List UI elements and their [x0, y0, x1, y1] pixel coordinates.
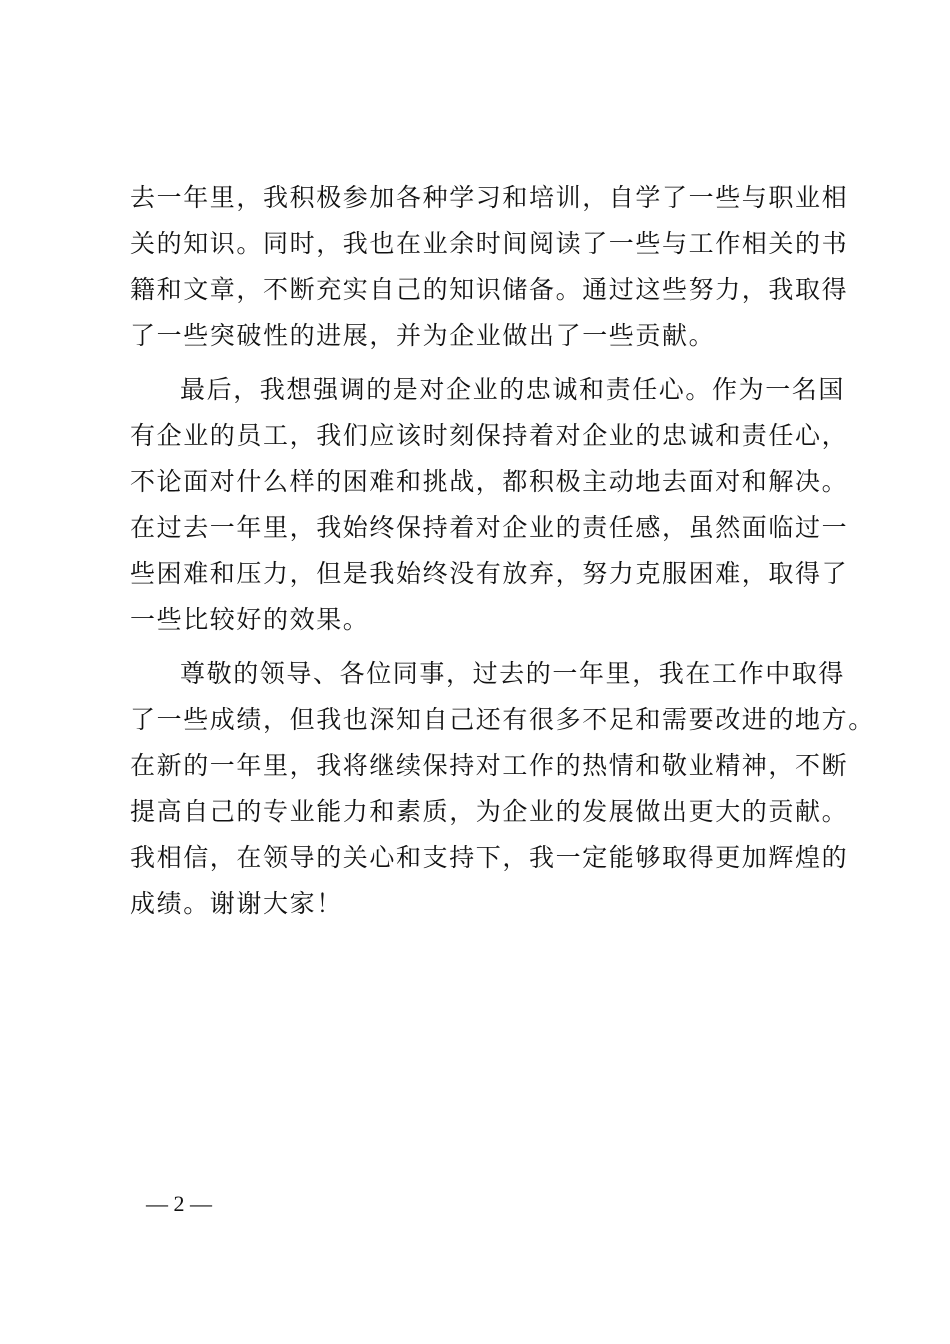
- text-line: 最后，我想强调的是对企业的忠诚和责任心。作为一名国: [180, 375, 846, 404]
- paragraph-3: [130, 651, 875, 927]
- text-line: 了一些突破性的进展，并为企业做出了一些贡献。: [130, 321, 716, 350]
- text-line: 有企业的员工，我们应该时刻保持着对企业的忠诚和责任心，: [130, 421, 849, 450]
- page-number: — 2 —: [146, 1191, 212, 1216]
- paragraph-2: [130, 367, 849, 643]
- text-line: 不论面对什么样的困难和挑战，都积极主动地去面对和解决。: [130, 467, 849, 496]
- body-text: [130, 175, 875, 927]
- text-line: 尊敬的领导、各位同事，过去的一年里，我在工作中取得: [180, 659, 846, 688]
- paragraph-1: [130, 175, 849, 359]
- text-line: 籍和文章，不断充实自己的知识储备。通过这些努力，我取得: [130, 275, 849, 304]
- text-line: 一些比较好的效果。: [130, 605, 370, 634]
- text-line: 成绩。谢谢大家！: [130, 889, 343, 918]
- text-line: 关的知识。同时，我也在业余时间阅读了一些与工作相关的书: [130, 229, 849, 258]
- text-line: 在新的一年里，我将继续保持对工作的热情和敬业精神，不断: [130, 751, 849, 780]
- text-line: 在过去一年里，我始终保持着对企业的责任感，虽然面临过一: [130, 513, 849, 542]
- text-line: 去一年里，我积极参加各种学习和培训，自学了一些与职业相: [130, 183, 849, 212]
- text-line: 些困难和压力，但是我始终没有放弃，努力克服困难，取得了: [130, 559, 849, 588]
- text-line: 提高自己的专业能力和素质，为企业的发展做出更大的贡献。: [130, 797, 849, 826]
- text-line: 我相信，在领导的关心和支持下，我一定能够取得更加辉煌的: [130, 843, 849, 872]
- text-line: 了一些成绩，但我也深知自己还有很多不足和需要改进的地方。: [130, 705, 875, 734]
